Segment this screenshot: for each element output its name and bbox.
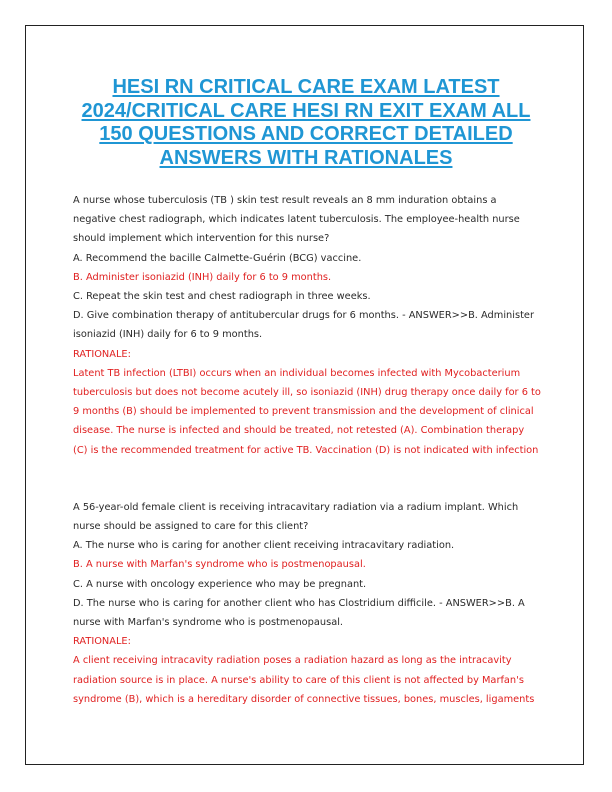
option-a: A. The nurse who is caring for another client receiving intracavitary radiation. <box>73 540 455 552</box>
question-block <box>73 498 541 709</box>
rationale-text: Latent TB infection (LTBI) occurs when an individual becomes infected with Mycobacterium tuberculosis but does not become acutely ill, so isoniazid (INH) drug therapy once daily for 6 to 9 months (B) should be implemented to prevent transmission and the development of clinical disease. The nurse is infected and should be treated, not retested (A). Combination therapy (C) is the recommended treatment for active TB. Vaccination (D) is not indicated with infection <box>73 367 541 456</box>
question-separator <box>73 460 541 498</box>
rationale-label: RATIONALE: <box>73 348 131 360</box>
option-b-correct: B. Administer isoniazid (INH) daily for 6 to 9 months. <box>73 271 332 283</box>
question-stem: A nurse whose tuberculosis (TB ) skin test result reveals an 8 mm induration obtains a negative chest radiograph, which indicates latent tuberculosis. The employee-health nurse should implement which intervention for this nurse? <box>73 195 520 245</box>
option-b-correct: B. A nurse with Marfan's syndrome who is postmenopausal. <box>73 559 366 571</box>
option-c: C. A nurse with oncology experience who may be pregnant. <box>73 578 367 590</box>
document-body <box>73 191 541 709</box>
document-title: HESI RN CRITICAL CARE EXAM LATEST 2024/CRITICAL CARE HESI RN EXIT EXAM ALL 150 QUESTIONS AND CORRECT DETAILED ANSWERS WITH RATIONALES <box>81 76 531 169</box>
option-a: A. Recommend the bacille Calmette-Guérin (BCG) vaccine. <box>73 252 362 264</box>
option-c: C. Repeat the skin test and chest radiograph in three weeks. <box>73 291 371 303</box>
question-block <box>73 191 541 460</box>
rationale-label: RATIONALE: <box>73 636 131 648</box>
question-stem: A 56-year-old female client is receiving intracavitary radiation via a radium implant. Which nurse should be assigned to care for this client? <box>73 501 519 533</box>
option-d-with-answer: D. Give combination therapy of antitubercular drugs for 6 months. - ANSWER>>B. Administer isoniazid (INH) daily for 6 to 9 months. <box>73 310 534 341</box>
rationale-text: A client receiving intracavity radiation poses a radiation hazard as long as the intracavity radiation source is in place. A nurse's ability to care of this client is not affected by Marfan's syndrome (B), which is a hereditary disorder of connective tissues, bones, muscles, ligaments <box>73 655 535 705</box>
option-d-with-answer: D. The nurse who is caring for another client who has Clostridium difficile. - ANSWER>>B. A nurse with Marfan's syndrome who is postmenopausal. <box>73 597 525 629</box>
